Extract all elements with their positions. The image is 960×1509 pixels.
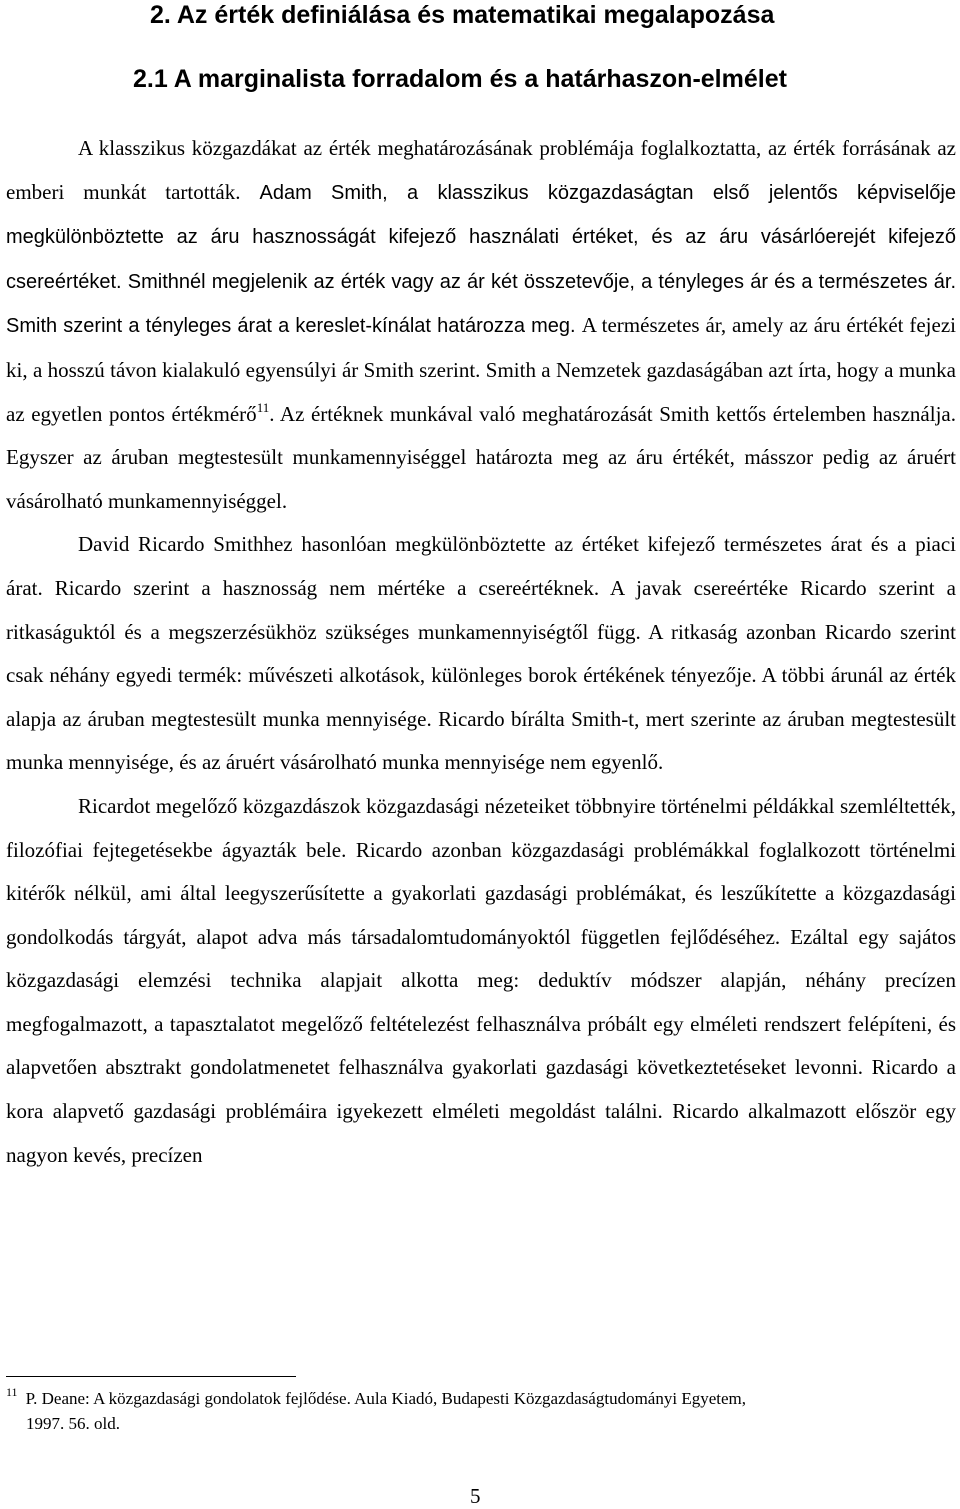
paragraph-1-smith-text: Adam Smith, a klasszikus közgazdaságtan első jelentős képviselője megkülönböztette az áru hasznosságát kifejező használati értéket, és az áru vásárlóerejét kifejező csereértéket. Smithnél megjelenik az érték vagy az ár két összetevője, a tényleges ár és a természetes ár. Smith szerint a tényleges árat a kereslet-kínálat határozza meg. [6, 181, 956, 338]
paragraph-2: David Ricardo Smithhez hasonlóan megkülönböztette az értéket kifejező természetes árat és a piaci árat. Ricardo szerint a hasznosság nem mértéke a csereértéknek. A javak csereértéke Ricardo szerint a ritkaságuktól és a megszerzésükhöz szükséges munkamennyiségtől függ. A ritkaság azonban Ricardo szerint csak néhány egyedi termék: művészeti alkotások, különleges borok értékének tényezője. A többi árunál az érték alapja az áruban megtestesült munka mennyisége. Ricardo bírálta Smith-t, mert szerinte az áruban megtestesült munka mennyisége, és az áruért vásárolható munka mennyisége nem egyenlő. [6, 532, 956, 775]
body-text [6, 127, 956, 1177]
footnote-reference[interactable]: 11 [256, 399, 270, 415]
paragraph-1-continued: A természetes ár, amely az áru értékét fejezi ki, a hosszú távon kialakuló egyensúlyi ár Smith szerint. Smith a Nemzetek gazdaságában azt írta, hogy a munka az egyetlen pontos értékmérő [6, 313, 956, 426]
footnote-divider [6, 1376, 296, 1377]
paragraph-1-intro: A klasszikus közgazdákat az érték meghatározásának problémája foglalkoztatta, az érték forrásának az emberi munkát tartották. [6, 136, 956, 204]
section-heading: 2.1 A marginalista forradalom és a határhaszon-elmélet [133, 65, 787, 93]
chapter-heading: 2. Az érték definiálása és matematikai megalapozása [150, 1, 775, 29]
paragraph-1-end: . Az értéknek munkával való meghatározását Smith kettős értelemben használja. Egyszer az áruban megtestesült munkamennyiséggel határozta meg az áru értékét, másszor pedig az áruért vásárolható munkamennyiséggel. [6, 401, 956, 513]
page-number: 5 [470, 1484, 481, 1508]
paragraph-3: Ricardot megelőző közgazdászok közgazdasági nézeteiket többnyire történelmi példákkal szemléltették, filozófiai fejtegetésekbe ágyazták bele. Ricardo azonban közgazdasági problémákkal foglalkozott történelmi kitérők nélkül, ami által leegyszerűsítette a gyakorlati gazdasági problémákat, és leszűkítette a közgazdasági gondolkodás tárgyát, alapot adva más társadalomtudományoktól független fejlődéséhez. Ezáltal egy sajátos közgazdasági elemzési technika alapjait alkotta meg: deduktív módszer alapján, néhány precízen megfogalmazott, a tapasztalatot megelőző feltételezést felhasználva próbált egy elméleti rendszert felépíteni, és alapvetően absztrakt gondolatmenetet felhasználva gyakorlati gazdasági következtetéseket levonni. Ricardo a kora alapvető gazdasági problémáira igyekezett elméleti megoldást találni. Ricardo alkalmazott először egy nagyon kevés, precízen [6, 793, 956, 1167]
footnote-line-1: P. Deane: A közgazdasági gondolatok fejlődése. Aula Kiadó, Budapesti Közgazdaságtudományi Egyetem, [25, 1389, 746, 1408]
footnote-mark: 11 [6, 1385, 18, 1399]
paragraph-1 [6, 127, 956, 523]
footnote [6, 1386, 926, 1436]
footnote-line-2: 1997. 56. old. [26, 1414, 120, 1433]
